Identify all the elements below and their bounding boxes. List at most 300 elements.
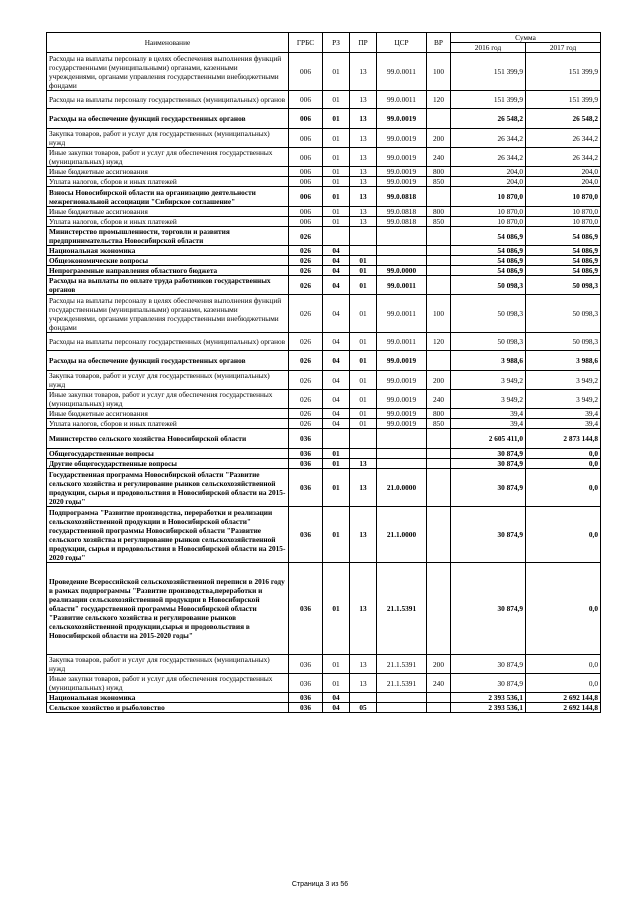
row-csr: 21.1.5391 xyxy=(377,655,427,674)
row-sum-2016: 2 393 536,1 xyxy=(451,703,526,713)
row-name: Расходы на выплаты персоналу в целях обеспечения выполнения функций государственными (муниципальными) органами, казенными учреждениями, органами управления государственными внебюджетными фондами xyxy=(47,53,289,91)
row-name: Расходы на выплаты по оплате труда работников государственных органов xyxy=(47,276,289,295)
row-rz: 01 xyxy=(323,459,350,469)
row-rz xyxy=(323,429,350,449)
row-pr: 13 xyxy=(350,207,377,217)
row-rz: 01 xyxy=(323,167,350,177)
row-rz: 04 xyxy=(323,266,350,276)
row-csr: 99.0.0011 xyxy=(377,276,427,295)
row-sum-2016: 26 344,2 xyxy=(451,148,526,167)
row-sum-2017: 0,0 xyxy=(526,469,601,507)
row-grbs: 026 xyxy=(289,419,323,429)
row-vr xyxy=(427,227,451,246)
row-sum-2017: 0,0 xyxy=(526,459,601,469)
row-rz: 01 xyxy=(323,507,350,563)
row-vr: 200 xyxy=(427,129,451,148)
row-sum-2016: 2 605 411,0 xyxy=(451,429,526,449)
row-pr: 01 xyxy=(350,371,377,390)
header-csr: ЦСР xyxy=(377,33,427,53)
row-csr: 99.0.0818 xyxy=(377,207,427,217)
table-row xyxy=(47,91,601,109)
row-name: Проведение Всероссийской сельскохозяйственной переписи в 2016 году в рамках подпрограммы "Развитие производства,переработки и реализации сельскохозяйственной продукции в Новосибирской области" государственной программы Новосибирской области "Развитие сельского хозяйства и регулирование рынков сельскохозяйственной продукции,сырья и продовольствия в Новосибирской области на 2015-2020 годы" xyxy=(47,563,289,655)
row-sum-2016: 30 874,9 xyxy=(451,459,526,469)
table-row xyxy=(47,167,601,177)
row-grbs: 006 xyxy=(289,217,323,227)
row-sum-2017: 2 692 144,8 xyxy=(526,693,601,703)
row-vr: 200 xyxy=(427,655,451,674)
row-pr: 13 xyxy=(350,167,377,177)
row-sum-2017: 54 086,9 xyxy=(526,256,601,266)
row-grbs: 036 xyxy=(289,449,323,459)
row-grbs: 006 xyxy=(289,148,323,167)
table-row xyxy=(47,217,601,227)
row-name: Общеэкономические вопросы xyxy=(47,256,289,266)
row-sum-2016: 30 874,9 xyxy=(451,674,526,693)
row-pr: 13 xyxy=(350,53,377,91)
row-pr: 13 xyxy=(350,217,377,227)
row-pr: 01 xyxy=(350,409,377,419)
row-sum-2017: 204,0 xyxy=(526,177,601,187)
row-pr: 13 xyxy=(350,563,377,655)
row-csr: 99.0.0011 xyxy=(377,53,427,91)
row-vr: 850 xyxy=(427,419,451,429)
row-csr: 99.0.0019 xyxy=(377,109,427,129)
row-sum-2016: 30 874,9 xyxy=(451,563,526,655)
row-csr xyxy=(377,449,427,459)
row-rz: 01 xyxy=(323,53,350,91)
row-vr xyxy=(427,563,451,655)
table-row xyxy=(47,351,601,371)
table-row xyxy=(47,109,601,129)
row-vr xyxy=(427,256,451,266)
row-pr: 13 xyxy=(350,148,377,167)
row-sum-2017: 204,0 xyxy=(526,167,601,177)
row-name: Другие общегосударственные вопросы xyxy=(47,459,289,469)
row-name: Иные закупки товаров, работ и услуг для обеспечения государственных (муниципальных) нужд xyxy=(47,674,289,693)
row-vr xyxy=(427,459,451,469)
table-body xyxy=(47,53,601,713)
row-csr: 99.0.0019 xyxy=(377,167,427,177)
row-grbs: 026 xyxy=(289,351,323,371)
row-grbs: 036 xyxy=(289,674,323,693)
table-row xyxy=(47,53,601,91)
row-sum-2017: 26 344,2 xyxy=(526,148,601,167)
row-vr: 800 xyxy=(427,409,451,419)
row-pr: 01 xyxy=(350,295,377,333)
header-rz: РЗ xyxy=(323,33,350,53)
table-row xyxy=(47,207,601,217)
row-name: Взносы Новосибирской области на организацию деятельности межрегиональной ассоциации "Сибирское соглашение" xyxy=(47,187,289,207)
row-pr: 13 xyxy=(350,469,377,507)
row-sum-2017: 26 344,2 xyxy=(526,129,601,148)
row-grbs: 026 xyxy=(289,409,323,419)
row-rz: 04 xyxy=(323,295,350,333)
row-sum-2017: 26 548,2 xyxy=(526,109,601,129)
row-sum-2016: 10 870,0 xyxy=(451,217,526,227)
row-rz: 01 xyxy=(323,177,350,187)
row-grbs: 036 xyxy=(289,693,323,703)
table-row xyxy=(47,449,601,459)
row-pr xyxy=(350,429,377,449)
row-csr: 21.1.0000 xyxy=(377,507,427,563)
row-pr: 05 xyxy=(350,703,377,713)
row-grbs: 036 xyxy=(289,429,323,449)
table-row xyxy=(47,429,601,449)
row-grbs: 006 xyxy=(289,187,323,207)
row-rz: 01 xyxy=(323,187,350,207)
row-sum-2017: 50 098,3 xyxy=(526,276,601,295)
row-grbs: 036 xyxy=(289,459,323,469)
row-csr xyxy=(377,256,427,266)
row-sum-2017: 50 098,3 xyxy=(526,333,601,351)
table-row xyxy=(47,266,601,276)
table-row xyxy=(47,507,601,563)
row-name: Иные закупки товаров, работ и услуг для обеспечения государственных (муниципальных) нужд xyxy=(47,148,289,167)
table-row xyxy=(47,129,601,148)
row-vr xyxy=(427,246,451,256)
table-row xyxy=(47,469,601,507)
row-pr xyxy=(350,246,377,256)
row-csr: 99.0.0818 xyxy=(377,217,427,227)
row-sum-2017: 151 399,9 xyxy=(526,91,601,109)
row-rz: 04 xyxy=(323,351,350,371)
row-grbs: 036 xyxy=(289,655,323,674)
row-rz: 04 xyxy=(323,409,350,419)
row-csr: 21.1.5391 xyxy=(377,563,427,655)
row-csr: 99.0.0818 xyxy=(377,187,427,207)
row-sum-2017: 54 086,9 xyxy=(526,266,601,276)
row-vr: 200 xyxy=(427,371,451,390)
table-row xyxy=(47,177,601,187)
row-sum-2016: 3 949,2 xyxy=(451,390,526,409)
row-sum-2017: 39,4 xyxy=(526,409,601,419)
row-vr xyxy=(427,469,451,507)
row-rz: 01 xyxy=(323,469,350,507)
row-rz: 01 xyxy=(323,563,350,655)
row-rz: 04 xyxy=(323,390,350,409)
row-sum-2016: 50 098,3 xyxy=(451,276,526,295)
table-row xyxy=(47,333,601,351)
row-name: Национальная экономика xyxy=(47,246,289,256)
row-grbs: 026 xyxy=(289,266,323,276)
row-grbs: 006 xyxy=(289,53,323,91)
row-pr: 13 xyxy=(350,187,377,207)
row-sum-2017: 2 692 144,8 xyxy=(526,703,601,713)
row-grbs: 036 xyxy=(289,703,323,713)
row-pr: 01 xyxy=(350,351,377,371)
row-pr: 13 xyxy=(350,129,377,148)
row-vr: 120 xyxy=(427,91,451,109)
row-rz: 04 xyxy=(323,419,350,429)
row-vr: 100 xyxy=(427,295,451,333)
row-sum-2016: 30 874,9 xyxy=(451,655,526,674)
row-sum-2016: 39,4 xyxy=(451,409,526,419)
row-vr: 240 xyxy=(427,390,451,409)
table-row xyxy=(47,655,601,674)
row-name: Закупка товаров, работ и услуг для государственных (муниципальных) нужд xyxy=(47,655,289,674)
table-row xyxy=(47,256,601,266)
row-sum-2016: 204,0 xyxy=(451,167,526,177)
header-year-2017: 2017 год xyxy=(526,43,601,53)
row-pr: 01 xyxy=(350,256,377,266)
row-sum-2016: 3 988,6 xyxy=(451,351,526,371)
row-grbs: 006 xyxy=(289,91,323,109)
row-grbs: 036 xyxy=(289,507,323,563)
table-row xyxy=(47,187,601,207)
row-csr: 99.0.0011 xyxy=(377,333,427,351)
row-sum-2016: 54 086,9 xyxy=(451,266,526,276)
row-csr: 99.0.0019 xyxy=(377,419,427,429)
row-sum-2016: 30 874,9 xyxy=(451,449,526,459)
row-pr: 01 xyxy=(350,333,377,351)
row-vr xyxy=(427,429,451,449)
row-name: Национальная экономика xyxy=(47,693,289,703)
row-pr: 13 xyxy=(350,109,377,129)
row-rz: 01 xyxy=(323,91,350,109)
row-csr: 99.0.0019 xyxy=(377,390,427,409)
row-pr: 01 xyxy=(350,419,377,429)
row-vr xyxy=(427,109,451,129)
row-rz: 04 xyxy=(323,703,350,713)
row-rz: 01 xyxy=(323,674,350,693)
row-grbs: 026 xyxy=(289,276,323,295)
row-sum-2017: 10 870,0 xyxy=(526,187,601,207)
table-row xyxy=(47,390,601,409)
row-sum-2016: 204,0 xyxy=(451,177,526,187)
row-sum-2016: 10 870,0 xyxy=(451,207,526,217)
row-rz: 04 xyxy=(323,333,350,351)
row-name: Министерство сельского хозяйства Новосибирской области xyxy=(47,429,289,449)
row-csr: 99.0.0019 xyxy=(377,129,427,148)
row-grbs: 006 xyxy=(289,167,323,177)
table-row xyxy=(47,409,601,419)
row-name: Расходы на выплаты персоналу государственных (муниципальных) органов xyxy=(47,91,289,109)
table-row xyxy=(47,371,601,390)
header-name: Наименование xyxy=(47,33,289,53)
row-vr: 850 xyxy=(427,177,451,187)
row-rz: 01 xyxy=(323,207,350,217)
row-name: Закупка товаров, работ и услуг для государственных (муниципальных) нужд xyxy=(47,371,289,390)
row-rz: 01 xyxy=(323,109,350,129)
row-sum-2017: 3 988,6 xyxy=(526,351,601,371)
row-sum-2017: 54 086,9 xyxy=(526,227,601,246)
row-sum-2017: 50 098,3 xyxy=(526,295,601,333)
row-vr xyxy=(427,507,451,563)
row-sum-2017: 10 870,0 xyxy=(526,207,601,217)
table-row xyxy=(47,563,601,655)
row-name: Иные бюджетные ассигнования xyxy=(47,409,289,419)
row-rz: 01 xyxy=(323,655,350,674)
row-csr: 21.0.0000 xyxy=(377,469,427,507)
row-name: Министерство промышленности, торговли и развития предпринимательства Новосибирской области xyxy=(47,227,289,246)
row-pr: 01 xyxy=(350,390,377,409)
row-grbs: 026 xyxy=(289,333,323,351)
row-csr: 99.0.0019 xyxy=(377,148,427,167)
row-sum-2017: 0,0 xyxy=(526,507,601,563)
row-name: Расходы на обеспечение функций государственных органов xyxy=(47,351,289,371)
table-row xyxy=(47,703,601,713)
row-sum-2017: 39,4 xyxy=(526,419,601,429)
row-name: Иные бюджетные ассигнования xyxy=(47,207,289,217)
row-pr: 13 xyxy=(350,674,377,693)
row-pr: 13 xyxy=(350,655,377,674)
row-rz: 01 xyxy=(323,129,350,148)
row-vr: 100 xyxy=(427,53,451,91)
row-sum-2017: 0,0 xyxy=(526,655,601,674)
row-sum-2016: 50 098,3 xyxy=(451,333,526,351)
row-rz: 04 xyxy=(323,256,350,266)
row-vr xyxy=(427,693,451,703)
row-sum-2017: 54 086,9 xyxy=(526,246,601,256)
row-vr xyxy=(427,703,451,713)
row-sum-2016: 3 949,2 xyxy=(451,371,526,390)
row-pr: 13 xyxy=(350,91,377,109)
row-name: Подпрограмма "Развитие производства, переработки и реализации сельскохозяйственной продукции в Новосибирской области" государственной программы Новосибирской области "Развитие сельского хозяйства и регулирование рынков сельскохозяйственной продукции, сырья и продовольствия в Новосибирской области на 2015-2020 годы" xyxy=(47,507,289,563)
row-csr: 99.0.0000 xyxy=(377,266,427,276)
row-name: Государственная программа Новосибирской области "Развитие сельского хозяйства и регулирование рынков сельскохозяйственной продукции, сырья и продовольствия в Новосибирской области на 2015-2020 годы" xyxy=(47,469,289,507)
row-csr: 21.1.5391 xyxy=(377,674,427,693)
row-rz: 04 xyxy=(323,693,350,703)
row-csr xyxy=(377,227,427,246)
row-csr: 99.0.0011 xyxy=(377,91,427,109)
row-grbs: 006 xyxy=(289,207,323,217)
row-name: Иные бюджетные ассигнования xyxy=(47,167,289,177)
row-csr: 99.0.0019 xyxy=(377,409,427,419)
row-grbs: 026 xyxy=(289,390,323,409)
row-csr xyxy=(377,459,427,469)
row-pr: 01 xyxy=(350,266,377,276)
row-grbs: 006 xyxy=(289,177,323,187)
table-row xyxy=(47,459,601,469)
row-vr xyxy=(427,449,451,459)
row-sum-2017: 3 949,2 xyxy=(526,371,601,390)
row-vr: 120 xyxy=(427,333,451,351)
row-sum-2016: 30 874,9 xyxy=(451,469,526,507)
header-vr: ВР xyxy=(427,33,451,53)
table-row xyxy=(47,246,601,256)
table-row xyxy=(47,227,601,246)
row-sum-2016: 54 086,9 xyxy=(451,256,526,266)
table-row xyxy=(47,276,601,295)
row-sum-2017: 0,0 xyxy=(526,674,601,693)
row-sum-2016: 54 086,9 xyxy=(451,227,526,246)
row-name: Непрограммные направления областного бюджета xyxy=(47,266,289,276)
row-name: Расходы на выплаты персоналу государственных (муниципальных) органов xyxy=(47,333,289,351)
row-vr xyxy=(427,276,451,295)
row-pr: 01 xyxy=(350,276,377,295)
row-grbs: 036 xyxy=(289,563,323,655)
row-sum-2016: 26 548,2 xyxy=(451,109,526,129)
row-vr: 800 xyxy=(427,167,451,177)
row-name: Уплата налогов, сборов и иных платежей xyxy=(47,419,289,429)
row-vr: 240 xyxy=(427,148,451,167)
row-sum-2017: 151 399,9 xyxy=(526,53,601,91)
row-rz: 01 xyxy=(323,148,350,167)
row-name: Общегосударственные вопросы xyxy=(47,449,289,459)
row-name: Уплата налогов, сборов и иных платежей xyxy=(47,217,289,227)
row-sum-2016: 151 399,9 xyxy=(451,91,526,109)
row-rz: 04 xyxy=(323,246,350,256)
row-sum-2016: 10 870,0 xyxy=(451,187,526,207)
row-csr xyxy=(377,703,427,713)
row-sum-2016: 50 098,3 xyxy=(451,295,526,333)
row-name: Закупка товаров, работ и услуг для государственных (муниципальных) нужд xyxy=(47,129,289,148)
row-vr xyxy=(427,266,451,276)
row-grbs: 026 xyxy=(289,256,323,266)
row-pr xyxy=(350,227,377,246)
table-row xyxy=(47,295,601,333)
row-name: Расходы на обеспечение функций государственных органов xyxy=(47,109,289,129)
row-csr xyxy=(377,429,427,449)
row-csr: 99.0.0019 xyxy=(377,177,427,187)
header-year-2016: 2016 год xyxy=(451,43,526,53)
row-sum-2016: 2 393 536,1 xyxy=(451,693,526,703)
row-grbs: 006 xyxy=(289,109,323,129)
row-grbs: 026 xyxy=(289,227,323,246)
row-csr: 99.0.0011 xyxy=(377,295,427,333)
row-sum-2017: 0,0 xyxy=(526,563,601,655)
row-sum-2016: 39,4 xyxy=(451,419,526,429)
row-sum-2017: 2 873 144,8 xyxy=(526,429,601,449)
row-sum-2017: 0,0 xyxy=(526,449,601,459)
row-grbs: 006 xyxy=(289,129,323,148)
row-grbs: 026 xyxy=(289,371,323,390)
row-name: Сельское хозяйство и рыболовство xyxy=(47,703,289,713)
row-grbs: 026 xyxy=(289,295,323,333)
row-rz: 01 xyxy=(323,217,350,227)
row-vr: 850 xyxy=(427,217,451,227)
row-rz: 04 xyxy=(323,371,350,390)
row-sum-2016: 26 344,2 xyxy=(451,129,526,148)
row-vr: 800 xyxy=(427,207,451,217)
row-csr: 99.0.0019 xyxy=(377,371,427,390)
row-sum-2016: 151 399,9 xyxy=(451,53,526,91)
row-pr: 13 xyxy=(350,507,377,563)
row-rz: 04 xyxy=(323,276,350,295)
row-grbs: 036 xyxy=(289,469,323,507)
row-rz: 01 xyxy=(323,449,350,459)
header-grbs: ГРБС xyxy=(289,33,323,53)
budget-table xyxy=(46,32,601,713)
table-row xyxy=(47,674,601,693)
row-pr xyxy=(350,449,377,459)
row-csr: 99.0.0019 xyxy=(377,351,427,371)
row-vr xyxy=(427,351,451,371)
row-sum-2016: 30 874,9 xyxy=(451,507,526,563)
row-pr xyxy=(350,693,377,703)
row-sum-2017: 10 870,0 xyxy=(526,217,601,227)
table-row xyxy=(47,693,601,703)
row-pr: 13 xyxy=(350,177,377,187)
row-vr xyxy=(427,187,451,207)
page-footer: Страница 3 из 56 xyxy=(291,881,349,888)
header-sum: Сумма xyxy=(451,33,601,43)
row-sum-2017: 3 949,2 xyxy=(526,390,601,409)
row-name: Иные закупки товаров, работ и услуг для обеспечения государственных (муниципальных) нужд xyxy=(47,390,289,409)
row-grbs: 026 xyxy=(289,246,323,256)
row-sum-2016: 54 086,9 xyxy=(451,246,526,256)
row-name: Уплата налогов, сборов и иных платежей xyxy=(47,177,289,187)
table-row xyxy=(47,148,601,167)
row-csr xyxy=(377,693,427,703)
row-rz xyxy=(323,227,350,246)
row-vr: 240 xyxy=(427,674,451,693)
header-pr: ПР xyxy=(350,33,377,53)
row-pr: 13 xyxy=(350,459,377,469)
row-name: Расходы на выплаты персоналу в целях обеспечения выполнения функций государственными (муниципальными) органами, казенными учреждениями, органами управления государственными внебюджетными фондами xyxy=(47,295,289,333)
table-row xyxy=(47,419,601,429)
row-csr xyxy=(377,246,427,256)
